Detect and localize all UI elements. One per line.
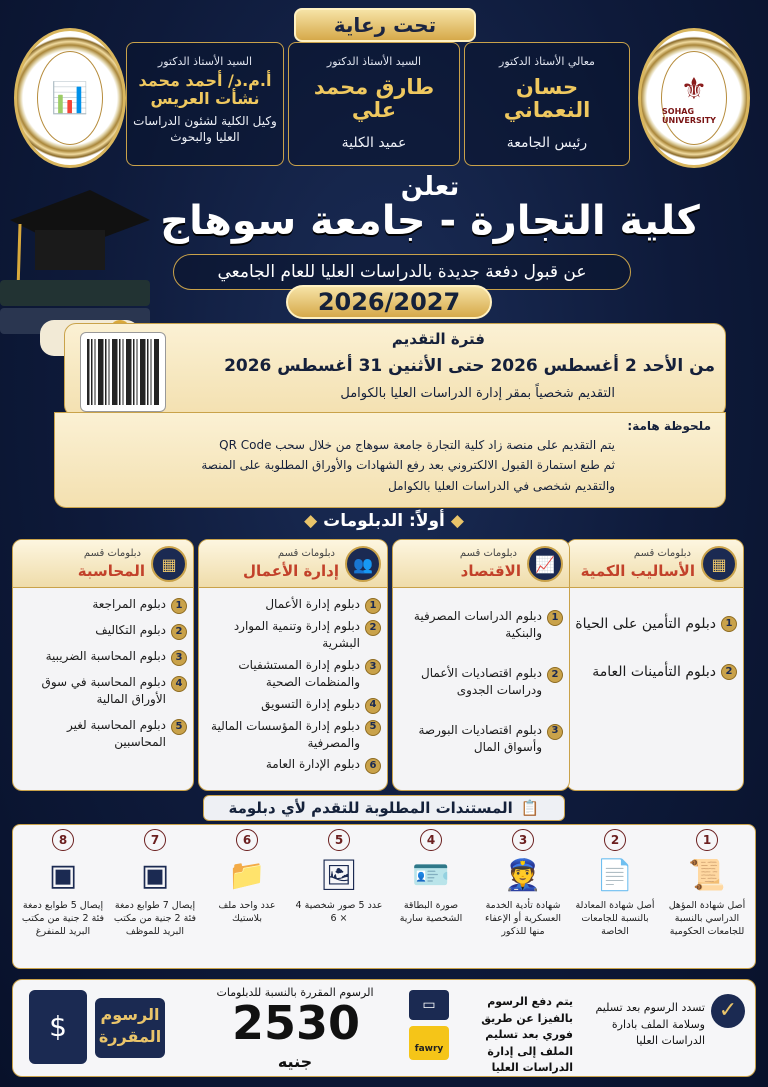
document-item: 7 ▣ إيصال 7 طوابع دمغة فئة 2 جنية من مكتب البريد للموظف (111, 829, 199, 967)
calculator-icon: ▦ (151, 546, 187, 582)
fawry-logo: fawry (409, 1026, 449, 1060)
application-period: من الأحد 2 أغسطس 2026 حتى الأثنين 31 أغسطس 2026 (224, 356, 715, 376)
document-item: 6 📁 عدد واحد ملف بلاستيك (203, 829, 291, 967)
list-item: 2 دبلوم التأمينات العامة (571, 662, 737, 682)
id-card-icon: 🪪 (412, 858, 450, 893)
application-note: التقديم شخصياً بمقر إدارة الدراسات العليا بالكوامل (340, 386, 615, 401)
patron-president (464, 42, 630, 166)
list-item: 3 دبلوم المحاسبة الضريبية (17, 648, 187, 666)
department-kind: دبلومات قسم (459, 548, 517, 559)
list-item: 2 دبلوم التكاليف (17, 622, 187, 640)
college-seal (14, 28, 126, 168)
announce-text: تعلن (400, 172, 460, 202)
subtitle: عن قبول دفعة جديدة بالدراسات العليا للعام الجامعي (173, 254, 631, 290)
patron-dean (288, 42, 460, 166)
photos-icon: 🖼 (319, 858, 359, 893)
qr-code[interactable] (80, 332, 166, 412)
important-line: والتقديم شخصى في الدراسات العليا بالكوامل (388, 478, 615, 493)
documents-heading-text: المستندات المطلوبة للتقدم لأي دبلومة (228, 799, 513, 817)
list-item: 1 دبلوم الدراسات المصرفية والبنكية (397, 608, 563, 643)
list-item: 4 دبلوم إدارة التسويق (203, 696, 381, 714)
department-name: المحاسبة (77, 562, 145, 580)
seal-emblem-icon: ⚜ (680, 71, 708, 107)
folder-icon: 📁 (228, 858, 266, 893)
fees-title: الرسوم المقررة (95, 998, 165, 1058)
document-item: 3 👮 شهادة تأدية الخدمة العسكرية أو الإعفاء منها للذكور (479, 829, 567, 967)
diploma-icon: 📜 (688, 858, 726, 893)
diplomas-heading-text: أولاً: الدبلومات (323, 511, 445, 531)
chart-icon: 📈 (527, 546, 563, 582)
important-label: ملحوظة هامة: (627, 419, 711, 433)
patron-vice-dean (126, 42, 284, 166)
department-business (198, 539, 388, 791)
university-seal (638, 28, 750, 168)
fees-amount: 2530 (231, 996, 361, 1050)
department-name: إدارة الأعمال (243, 562, 339, 580)
patron-title: السيد الأستاذ الدكتور (326, 55, 422, 68)
document-item: 1 📜 أصل شهادة المؤهل الدراسي بالنسبة للجامعات الحكومية (663, 829, 751, 967)
patron-name: حسان النعماني (503, 75, 591, 123)
department-name: الأساليب الكمية (580, 562, 695, 580)
important-line: يتم التقديم على منصة زاد كلية التجارة جامعة سوهاج من خلال سحب QR Code (219, 438, 615, 452)
department-quantitative (566, 539, 744, 791)
stamp-icon: ▣ (140, 858, 170, 893)
list-item: 3 دبلوم إدارة المستشفيات والمنظمات الصحية (203, 657, 381, 692)
list-item: 5 دبلوم المحاسبة لغير المحاسبين (17, 717, 187, 752)
soldier-icon: 👮 (504, 858, 542, 893)
fees-payment-note: يتم دفع الرسوم بالفيزا عن طريق فوري بعد تسليم الملف إلى إدارة الدراسات العليا (481, 995, 573, 1074)
stamp-icon: ▣ (48, 858, 78, 893)
list-item: 2 دبلوم اقتصاديات الأعمال ودراسات الجدوى (397, 665, 563, 700)
list-item: 3 دبلوم اقتصاديات البورصة وأسواق المال (397, 722, 563, 757)
patron-title: معالي الأستاذ الدكتور (499, 55, 595, 68)
document-item: 2 📄 أصل شهادة المعادلة بالنسبة للجامعات الخاصة (571, 829, 659, 967)
patron-name: أ.م.د/ أحمد محمد نشأت العريس (138, 71, 272, 108)
sponsorship-banner: تحت رعاية (294, 8, 476, 42)
document-item: 8 ▣ إيصال 5 طوابع دمغة فئة 2 جنية من مكتب البريد للمنفرغ (19, 829, 107, 967)
fees-after-note: تسدد الرسوم بعد تسليم وسلامة الملف بادارة الدراسات العليا (595, 1001, 705, 1047)
list-item: 5 دبلوم إدارة المؤسسات المالية والمصرفية (203, 718, 381, 753)
department-kind: دبلومات قسم (83, 548, 141, 559)
fees-caption: الرسوم المقررة بالنسبة للدبلومات (216, 986, 374, 999)
seal-text: SOHAG UNIVERSITY (662, 106, 716, 125)
check-icon: ✓ (711, 994, 745, 1028)
patron-title: السيد الأستاذ الدكتور (157, 55, 253, 68)
academic-year: 2026/2027 (286, 285, 492, 319)
department-economics (392, 539, 570, 791)
department-name: الاقتصاد (460, 562, 521, 580)
patron-role: عميد الكلية (341, 135, 407, 152)
calculator-icon: ▦ (701, 546, 737, 582)
certificate-icon: 📄 (596, 858, 634, 893)
growth-chart-icon: 📊 (51, 80, 89, 116)
list-item: 1 دبلوم إدارة الأعمال (203, 596, 381, 614)
invoice-icon: $ (29, 990, 87, 1064)
important-note-card (54, 412, 726, 508)
list-item: 6 دبلوم الإدارة العامة (203, 756, 381, 774)
application-label: فترة التقديم (391, 330, 485, 348)
credit-card-icon: ▭ (409, 990, 449, 1020)
important-line: ثم طبع استمارة القبول الالكتروني بعد رفع الشهادات والأوراق المطلوبة على المنصة (201, 458, 615, 473)
document-item: 5 🖼 عدد 5 صور شخصية 4 × 6 (295, 829, 383, 967)
important-lines (75, 435, 615, 496)
college-title: كلية التجارة - جامعة سوهاج (160, 198, 700, 244)
department-kind: دبلومات قسم (633, 548, 691, 559)
fees-panel (12, 979, 756, 1077)
list-item: 4 دبلوم المحاسبة في سوق الأوراق المالية (17, 674, 187, 709)
document-item: 4 🪪 صورة البطاقة الشخصية سارية (387, 829, 475, 967)
list-item: 1 دبلوم التأمين على الحياة (571, 614, 737, 634)
list-item: 2 دبلوم إدارة وتنمية الموارد البشرية (203, 618, 381, 653)
fees-currency: جنيه (277, 1052, 313, 1071)
documents-panel (12, 824, 756, 969)
list-item: 1 دبلوم المراجعة (17, 596, 187, 614)
diamond-icon: ◆ (450, 511, 464, 531)
diamond-icon: ◆ (304, 511, 318, 531)
department-kind: دبلومات قسم (277, 548, 335, 559)
patron-name: طارق محمد علي (313, 75, 435, 123)
patron-role: رئيس الجامعة (506, 135, 588, 152)
patron-role: وكيل الكلية لشئون الدراسات العليا والبحوث (133, 114, 277, 145)
department-accounting (12, 539, 194, 791)
diplomas-heading (264, 511, 504, 537)
checklist-icon: 📋 (520, 799, 540, 817)
documents-heading (203, 795, 565, 821)
team-icon: 👥 (345, 546, 381, 582)
